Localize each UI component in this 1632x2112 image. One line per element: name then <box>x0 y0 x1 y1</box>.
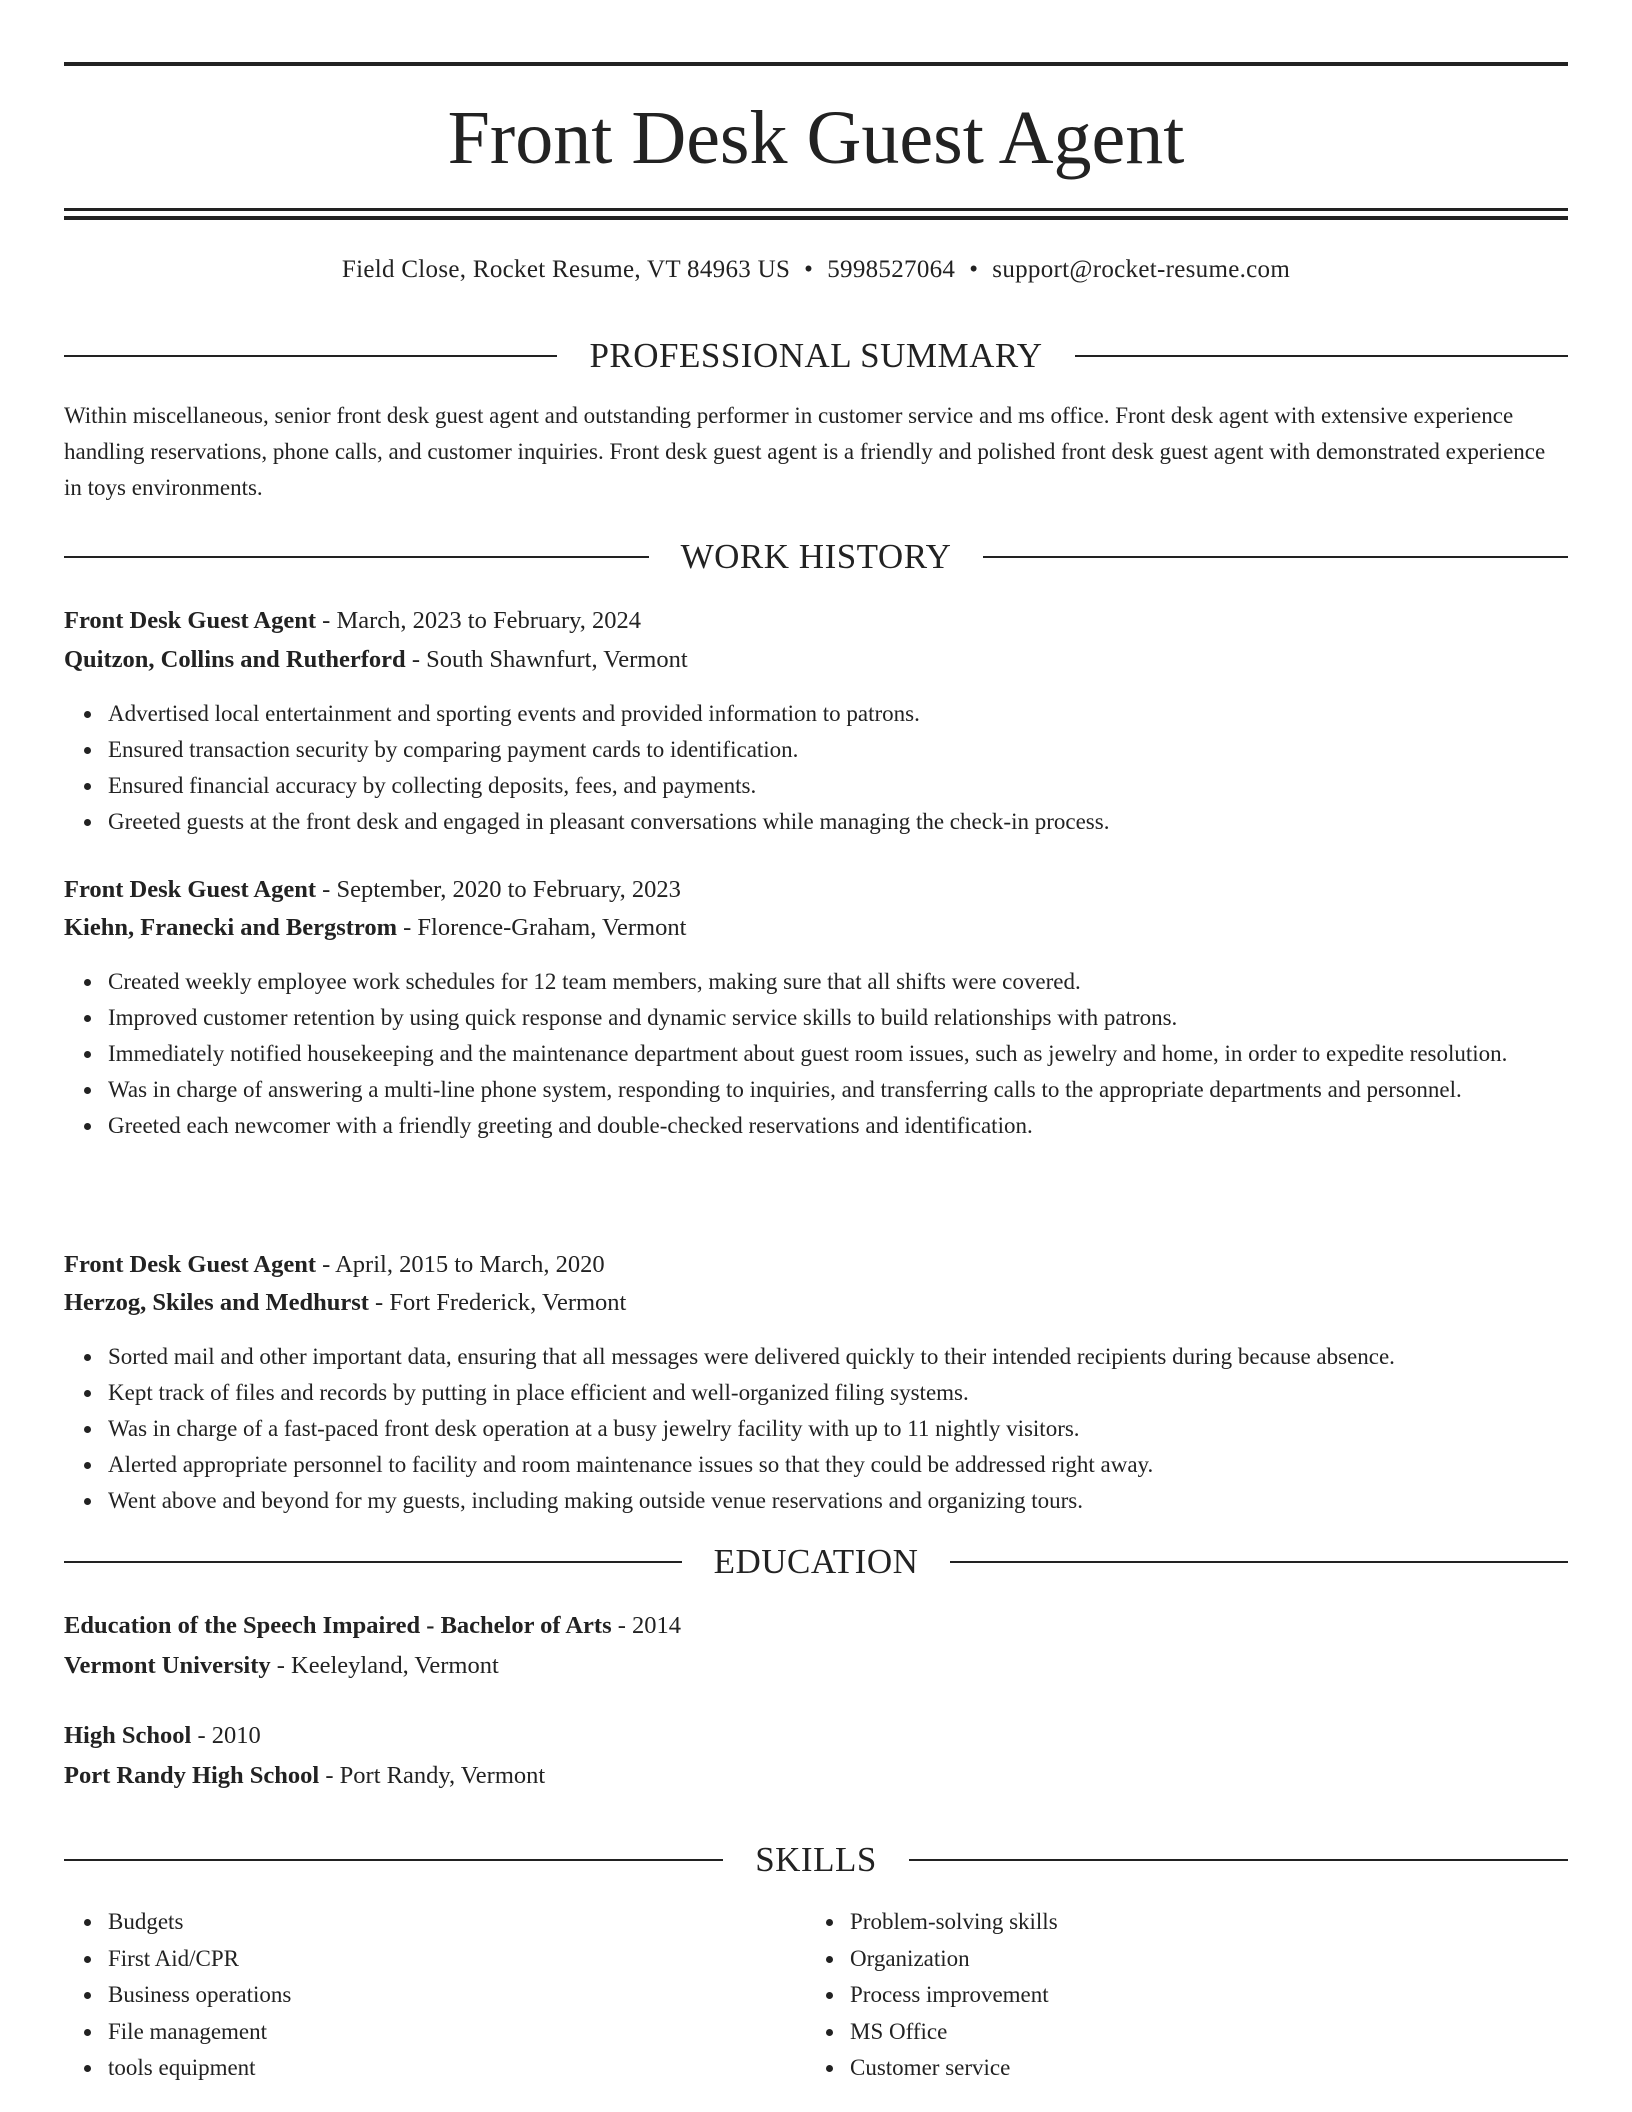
job-duties-list <box>64 1339 1568 1519</box>
education-location: - Port Randy, Vermont <box>319 1762 546 1789</box>
education-school: Port Randy High School <box>64 1762 320 1789</box>
job-company: Quitzon, Collins and Rutherford <box>64 646 406 673</box>
job-title-line <box>64 604 641 638</box>
heading-rule <box>983 556 1568 558</box>
section-heading-work-history <box>64 535 1568 579</box>
skill-item: First Aid/CPR <box>108 1941 764 1978</box>
job-employer-line <box>64 911 686 945</box>
list-item: Improved customer retention by using quick response and dynamic service skills to build relationships with patrons. <box>108 1000 1568 1036</box>
list-item: Created weekly employee work schedules for 12 team members, making sure that all shifts were covered. <box>108 964 1568 1000</box>
education-degree: High School <box>64 1722 192 1749</box>
section-title: SKILLS <box>755 1840 877 1879</box>
list-item: Went above and beyond for my guests, including making outside venue reservations and organizing tours. <box>108 1483 1568 1519</box>
list-item: Was in charge of answering a multi-line phone system, responding to inquiries, and transferring calls to the appropriate departments and personnel. <box>108 1072 1568 1108</box>
section-title: EDUCATION <box>713 1542 919 1581</box>
list-item: Greeted guests at the front desk and engaged in pleasant conversations while managing the check-in process. <box>108 804 1568 840</box>
candidate-name: Front Desk Guest Agent <box>447 96 1185 180</box>
contact-separator: • <box>804 256 814 283</box>
skill-item: tools equipment <box>108 2050 764 2087</box>
summary-text: Within miscellaneous, senior front desk guest agent and outstanding performer in customer service and ms office. Front desk agent with extensive experience handling reservations, phone calls, and customer inquiries. Front desk guest agent is a friendly and polished front desk guest agent with demonstrated experience in toys environments. <box>64 403 1546 500</box>
education-school-line <box>64 1759 545 1793</box>
job-duties-list <box>64 964 1568 1144</box>
skill-item: MS Office <box>850 2014 1506 2051</box>
contact-address: Field Close, Rocket Resume, VT 84963 US <box>341 256 791 283</box>
list-item: Was in charge of a fast-paced front desk operation at a busy jewelry facility with up to 11 nightly visitors. <box>108 1411 1568 1447</box>
header-bottom-rule <box>64 216 1568 220</box>
job-title: Front Desk Guest Agent <box>64 876 317 903</box>
heading-rule <box>64 556 649 558</box>
section-heading-skills <box>64 1838 1568 1882</box>
education-year: - 2014 <box>611 1612 682 1639</box>
contact-email: support@rocket-resume.com <box>992 256 1291 283</box>
list-item: Kept track of files and records by putting in place efficient and well-organized filing systems. <box>108 1375 1568 1411</box>
job-title-line <box>64 1248 605 1282</box>
job-company: Kiehn, Franecki and Bergstrom <box>64 914 398 941</box>
skill-item: Business operations <box>108 1977 764 2014</box>
job-dates: - September, 2020 to February, 2023 <box>316 876 681 903</box>
education-degree-line <box>64 1609 681 1643</box>
job-title-line <box>64 873 681 907</box>
job-location: - Florence-Graham, Vermont <box>397 914 687 941</box>
skill-item: Problem-solving skills <box>850 1904 1506 1941</box>
contact-separator: • <box>969 256 979 283</box>
skill-item: Customer service <box>850 2050 1506 2087</box>
job-location: - South Shawnfurt, Vermont <box>405 646 688 673</box>
list-item: Immediately notified housekeeping and the maintenance department about guest room issues, such as jewelry and home, in order to expedite resolution. <box>108 1036 1568 1072</box>
section-title: PROFESSIONAL SUMMARY <box>589 336 1043 375</box>
skills-list-right <box>806 1904 1506 2087</box>
section-heading-education <box>64 1540 1568 1584</box>
education-location: - Keeleyland, Vermont <box>270 1652 499 1679</box>
list-item: Ensured transaction security by comparing payment cards to identification. <box>108 732 1568 768</box>
heading-rule <box>1075 355 1568 357</box>
skill-item: Budgets <box>108 1904 764 1941</box>
header-top-rule <box>64 62 1568 66</box>
education-school: Vermont University <box>64 1652 271 1679</box>
list-item: Advertised local entertainment and sporting events and provided information to patrons. <box>108 696 1568 732</box>
list-item: Sorted mail and other important data, ensuring that all messages were delivered quickly to their intended recipients during because absence. <box>108 1339 1568 1375</box>
list-item: Greeted each newcomer with a friendly greeting and double-checked reservations and identification. <box>108 1108 1568 1144</box>
job-duties-list <box>64 696 1568 840</box>
heading-rule <box>64 1561 682 1563</box>
heading-rule <box>909 1859 1568 1861</box>
heading-rule <box>64 355 557 357</box>
skill-item: Organization <box>850 1941 1506 1978</box>
section-heading-summary <box>64 334 1568 378</box>
job-employer-line <box>64 643 688 677</box>
header-bottom-rule <box>64 208 1568 211</box>
job-location: - Fort Frederick, Vermont <box>368 1289 627 1316</box>
education-degree-line <box>64 1719 261 1753</box>
contact-phone: 5998527064 <box>827 256 956 283</box>
contact-line <box>64 254 1568 286</box>
job-company: Herzog, Skiles and Medhurst <box>64 1289 369 1316</box>
education-degree: Education of the Speech Impaired - Bachelor of Arts <box>64 1612 612 1639</box>
education-year: - 2010 <box>191 1722 261 1749</box>
skills-list-left <box>64 1904 764 2087</box>
job-title: Front Desk Guest Agent <box>64 1251 317 1278</box>
heading-rule <box>64 1859 723 1861</box>
list-item: Ensured financial accuracy by collecting deposits, fees, and payments. <box>108 768 1568 804</box>
job-dates: - April, 2015 to March, 2020 <box>316 1251 605 1278</box>
job-dates: - March, 2023 to February, 2024 <box>316 607 642 634</box>
skill-item: File management <box>108 2014 764 2051</box>
skill-item: Process improvement <box>850 1977 1506 2014</box>
section-title: WORK HISTORY <box>680 537 952 576</box>
list-item: Alerted appropriate personnel to facility and room maintenance issues so that they could be addressed right away. <box>108 1447 1568 1483</box>
job-employer-line <box>64 1286 626 1320</box>
job-title: Front Desk Guest Agent <box>64 607 317 634</box>
heading-rule <box>950 1561 1568 1563</box>
education-school-line <box>64 1649 499 1683</box>
